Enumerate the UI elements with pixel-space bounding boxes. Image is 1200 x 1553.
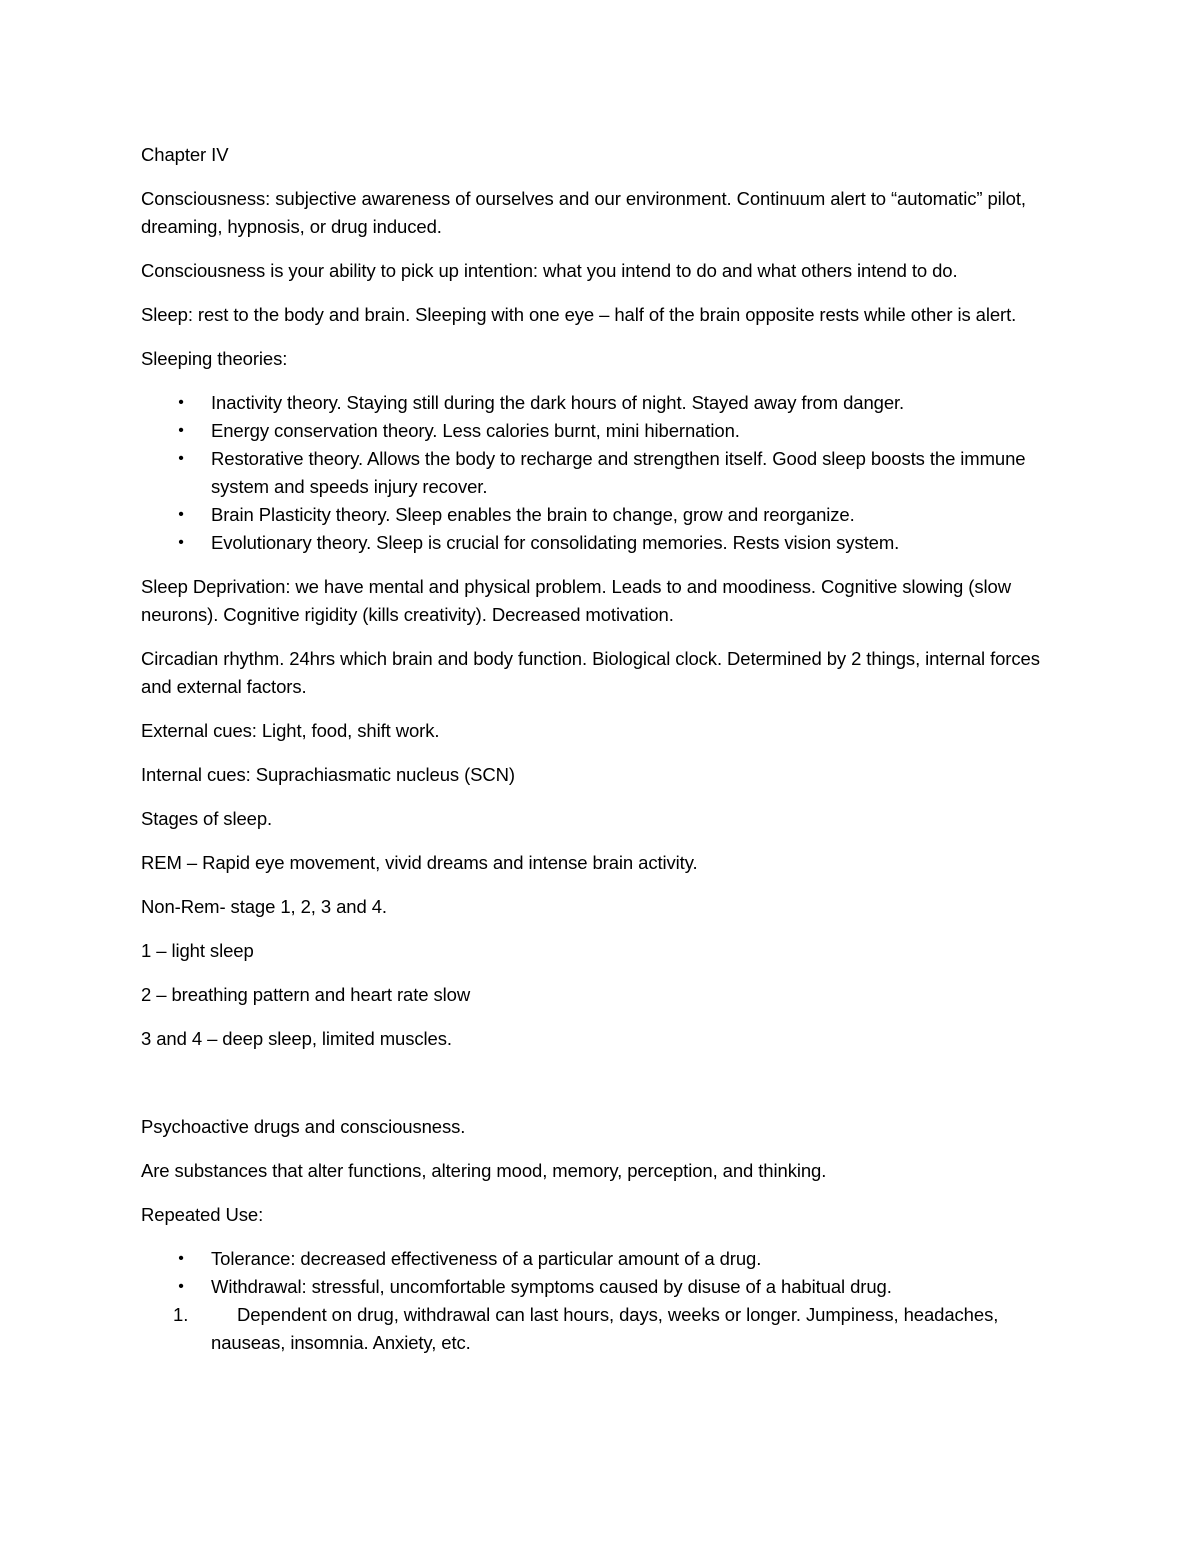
list-item-text: Restorative theory. Allows the body to recharge and strengthen itself. Good sleep boosts the immune system and speeds injury recover.	[211, 448, 1026, 497]
list-item	[141, 1273, 1066, 1301]
paragraph-external-cues: External cues: Light, food, shift work.	[141, 720, 440, 741]
list-item	[141, 501, 1066, 529]
paragraph-consciousness-definition: Consciousness: subjective awareness of ourselves and our environment. Continuum alert to “automatic” pilot, dreaming, hypnosis, or drug induced.	[141, 188, 1026, 237]
paragraph-stage-1: 1 – light sleep	[141, 940, 254, 961]
bullet-icon: •	[178, 422, 184, 439]
paragraph-sleep: Sleep: rest to the body and brain. Sleeping with one eye – half of the brain opposite rests while other is alert.	[141, 304, 1017, 325]
paragraph-rem: REM – Rapid eye movement, vivid dreams and intense brain activity.	[141, 852, 698, 873]
sleeping-theories-list	[141, 389, 1066, 557]
list-item-text: Dependent on drug, withdrawal can last hours, days, weeks or longer. Jumpiness, headaches, nauseas, insomnia. Anxiety, etc.	[211, 1304, 999, 1353]
bullet-icon: •	[178, 534, 184, 551]
list-number: 1.	[173, 1304, 189, 1325]
paragraph-internal-cues: Internal cues: Suprachiasmatic nucleus (SCN)	[141, 764, 515, 785]
list-item	[141, 445, 1066, 501]
bullet-icon: •	[178, 394, 184, 411]
list-item	[141, 417, 1066, 445]
paragraph-sleeping-theories-heading: Sleeping theories:	[141, 348, 288, 369]
bullet-icon: •	[178, 450, 184, 467]
list-item	[141, 1245, 1066, 1273]
paragraph-psychoactive-drugs: Psychoactive drugs and consciousness.	[141, 1116, 466, 1137]
paragraph-consciousness-intention: Consciousness is your ability to pick up intention: what you intend to do and what others intend to do.	[141, 260, 958, 281]
paragraph-circadian-rhythm: Circadian rhythm. 24hrs which brain and body function. Biological clock. Determined by 2 things, internal forces and external factors.	[141, 648, 1040, 697]
list-item-text: Inactivity theory. Staying still during the dark hours of night. Stayed away from danger.	[211, 392, 905, 413]
paragraph-stages-of-sleep: Stages of sleep.	[141, 808, 273, 829]
paragraph-stage-2: 2 – breathing pattern and heart rate slow	[141, 984, 471, 1005]
repeated-use-list	[141, 1245, 1066, 1301]
dependence-numbered-list	[141, 1301, 1066, 1357]
document-body	[141, 141, 1066, 1357]
chapter-title: Chapter IV	[141, 144, 229, 165]
paragraph-sleep-deprivation: Sleep Deprivation: we have mental and physical problem. Leads to and moodiness. Cognitive slowing (slow neurons). Cognitive rigidity (kills creativity). Decreased motivation.	[141, 576, 1011, 625]
paragraph-stage-3-4: 3 and 4 – deep sleep, limited muscles.	[141, 1028, 452, 1049]
paragraph-non-rem: Non-Rem- stage 1, 2, 3 and 4.	[141, 896, 387, 917]
bullet-icon: •	[178, 1250, 184, 1267]
bullet-icon: •	[178, 1278, 184, 1295]
numbered-list-item	[141, 1301, 1066, 1357]
list-item-text: Brain Plasticity theory. Sleep enables the brain to change, grow and reorganize.	[211, 504, 855, 525]
list-item	[141, 389, 1066, 417]
list-item-text: Evolutionary theory. Sleep is crucial for consolidating memories. Rests vision system.	[211, 532, 900, 553]
paragraph-repeated-use-heading: Repeated Use:	[141, 1204, 264, 1225]
paragraph-substances: Are substances that alter functions, altering mood, memory, perception, and thinking.	[141, 1160, 827, 1181]
list-item-text: Withdrawal: stressful, uncomfortable symptoms caused by disuse of a habitual drug.	[211, 1276, 892, 1297]
bullet-icon: •	[178, 506, 184, 523]
list-item-text: Energy conservation theory. Less calories burnt, mini hibernation.	[211, 420, 740, 441]
blank-line	[141, 1069, 1066, 1113]
list-item	[141, 529, 1066, 557]
list-item-text: Tolerance: decreased effectiveness of a particular amount of a drug.	[211, 1248, 762, 1269]
